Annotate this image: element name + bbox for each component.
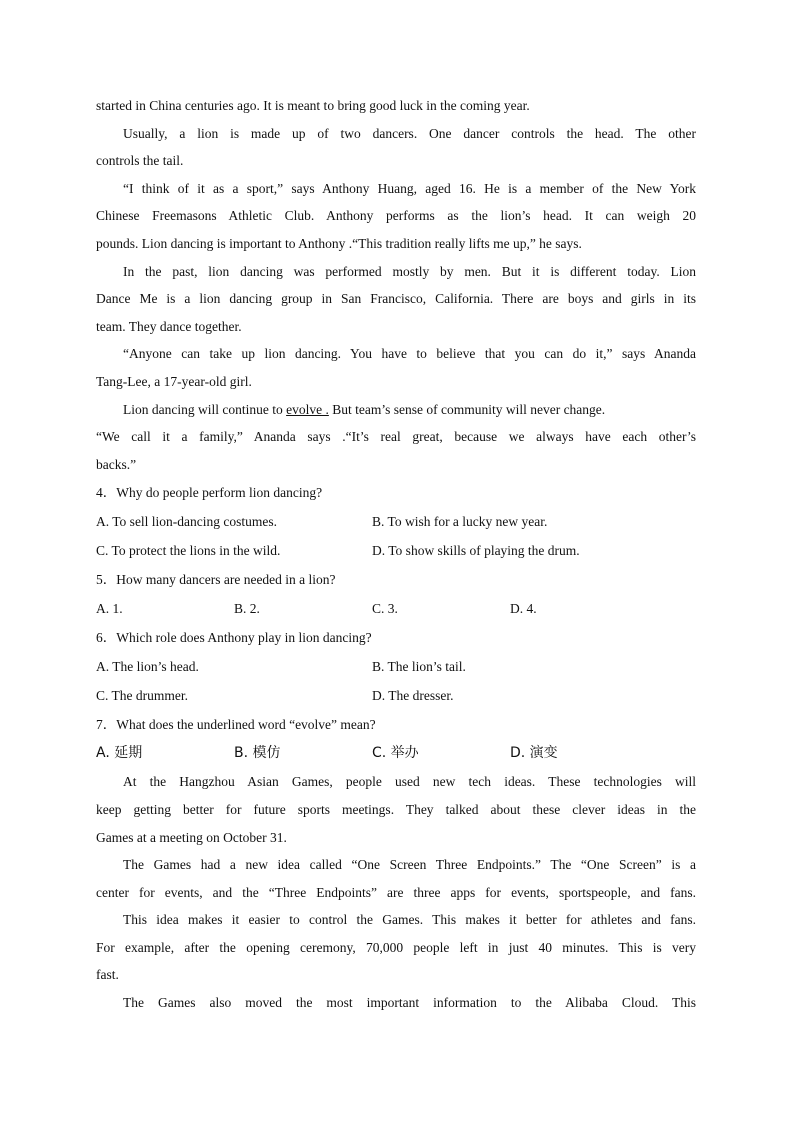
option-b: B. The lion’s tail. [372, 659, 466, 675]
option-b: B. 2. [234, 601, 260, 617]
paragraph-line: The Games had a new idea called “One Screen Three Endpoints.” The “One Screen” is a [123, 857, 696, 873]
option-b: B. To wish for a lucky new year. [372, 514, 548, 530]
question-7 [96, 710, 696, 768]
paragraph-line: “I think of it as a sport,” says Anthony Huang, aged 16. He is a member of the New York [123, 180, 696, 196]
underlined-word: evolve . [286, 401, 329, 417]
paragraph-line: For example, after the opening ceremony, 70,000 people left in just 40 minutes. This is very [96, 939, 696, 955]
question-4 [96, 478, 696, 565]
document-page [96, 92, 696, 1017]
question-6 [96, 623, 696, 710]
paragraph-line: Chinese Freemasons Athletic Club. Anthony performs as the lion’s head. It can weigh 20 [96, 208, 696, 224]
option-c: C. 3. [372, 601, 398, 617]
option-d: D. To show skills of playing the drum. [372, 543, 580, 559]
question-5 [96, 565, 696, 623]
option-b: B. 模仿 [234, 745, 281, 762]
paragraph-line: controls the tail. [96, 153, 184, 169]
option-d: D. The dresser. [372, 688, 454, 704]
option-c: C. 举办 [372, 745, 419, 762]
paragraph-line: started in China centuries ago. It is meant to bring good luck in the coming year. [96, 98, 530, 113]
option-d: D. 演变 [510, 745, 558, 762]
question-stem: 7．What does the underlined word “evolve” mean? [96, 717, 376, 733]
paragraph-line: “Anyone can take up lion dancing. You have to believe that you can do it,” says Ananda [123, 346, 696, 362]
paragraph-line: Tang-Lee, a 17-year-old girl. [96, 373, 252, 389]
paragraph-line: This idea makes it easier to control the Games. This makes it better for athletes and fans. [123, 912, 696, 928]
option-c: C. The drummer. [96, 688, 188, 704]
paragraph-line: team. They dance together. [96, 318, 242, 334]
option-row [96, 652, 696, 681]
paragraph-line: At the Hangzhou Asian Games, people used new tech ideas. These technologies will [123, 774, 696, 790]
paragraph-line: Dance Me is a lion dancing group in San Francisco, California. There are boys and girls in its [96, 291, 696, 307]
option-row [96, 739, 696, 768]
option-a: A. To sell lion-dancing costumes. [96, 514, 278, 530]
text-run: But team’s sense of community will never change. [328, 401, 606, 417]
paragraph-line [96, 396, 696, 424]
option-a: A. 1. [96, 601, 123, 617]
question-stem: 5．How many dancers are needed in a lion? [96, 572, 336, 588]
option-row [96, 594, 696, 623]
option-row [96, 507, 696, 536]
option-a: A. 延期 [96, 745, 143, 762]
text-run: Lion dancing will continue to [123, 401, 287, 417]
paragraph-line: center for events, and the “Three Endpoints” are three apps for events, sportspeople, and fans. [96, 884, 696, 900]
paragraph-line: In the past, lion dancing was performed mostly by men. But it is different today. Lion [123, 263, 696, 279]
option-a: A. The lion’s head. [96, 659, 199, 675]
option-d: D. 4. [510, 601, 537, 617]
paragraph-line: Games at a meeting on October 31. [96, 829, 287, 845]
passage-lion-dancing [96, 92, 696, 478]
question-stem: 6．Which role does Anthony play in lion dancing? [96, 630, 372, 646]
paragraph-line: keep getting better for future sports meetings. They talked about these clever ideas in the [96, 801, 696, 817]
paragraph-line: pounds. Lion dancing is important to Anthony .“This tradition really lifts me up,” he says. [96, 235, 582, 251]
paragraph-line: “We call it a family,” Ananda says .“It’s real great, because we always have each other’s [96, 429, 696, 445]
paragraph-line: Usually, a lion is made up of two dancers. One dancer controls the head. The other [123, 125, 696, 141]
option-row [96, 681, 696, 710]
paragraph-line: backs.” [96, 456, 137, 472]
option-c: C. To protect the lions in the wild. [96, 543, 281, 559]
option-row [96, 536, 696, 565]
paragraph-line: The Games also moved the most important information to the Alibaba Cloud. This [123, 995, 696, 1011]
passage-asian-games [96, 768, 696, 1016]
paragraph-line: fast. [96, 967, 119, 983]
question-stem: 4．Why do people perform lion dancing? [96, 485, 323, 501]
